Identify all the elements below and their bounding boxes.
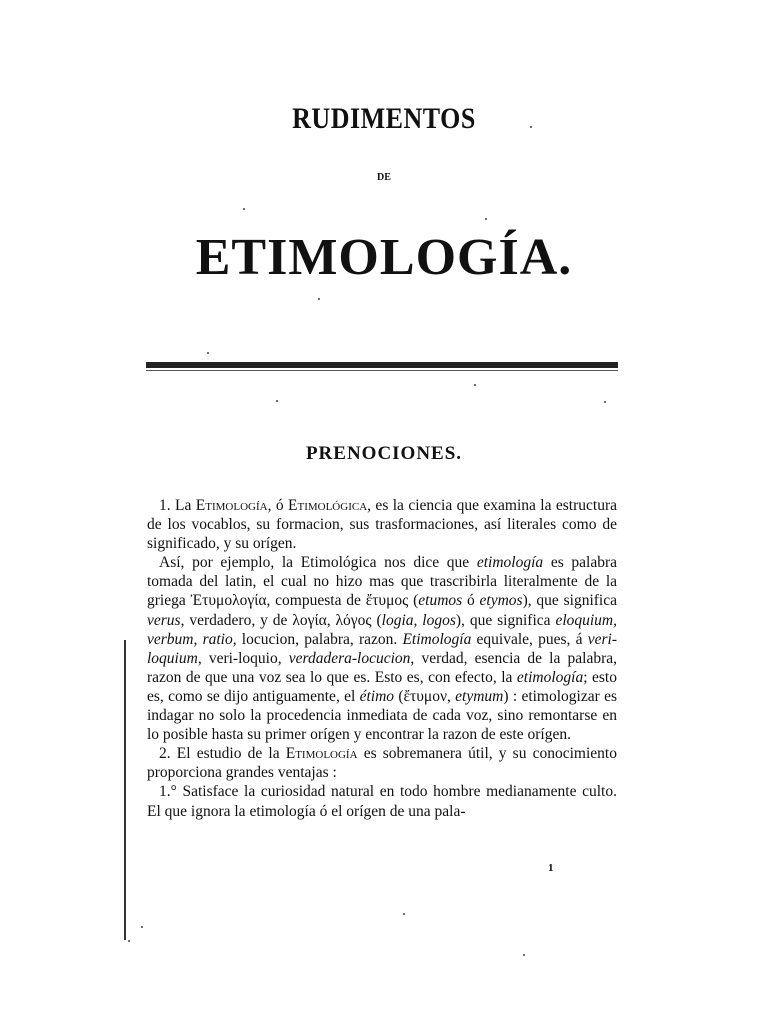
body-text (147, 496, 617, 821)
text-run: , ó (267, 497, 289, 514)
print-speck (276, 400, 278, 402)
print-speck (128, 940, 130, 942)
italic-term: etumos (418, 592, 463, 610)
italic-term: etymos (479, 592, 523, 610)
paragraph-2 (147, 553, 617, 744)
print-speck (474, 384, 476, 386)
text-run: ), que significa (522, 592, 617, 610)
small-caps-term: Etimología (195, 497, 268, 514)
text-run: 2. El estudio de la (159, 745, 286, 763)
print-speck (318, 298, 320, 300)
text-run: equivale, pues, á (471, 630, 588, 648)
text-run: locucion, palabra, razon. (236, 630, 403, 648)
decorative-rule (146, 362, 618, 368)
italic-term: verdadera-locucion (288, 649, 411, 667)
print-speck (485, 218, 487, 220)
signature-mark: 1 (548, 862, 554, 874)
italic-term: Etimología (402, 630, 472, 648)
paragraph-1 (147, 496, 617, 553)
paragraph-3 (147, 744, 617, 782)
text-run: Así, por ejemplo, la Etimológica nos dice que (159, 554, 477, 572)
print-speck (403, 913, 405, 915)
small-caps-term: Etimológica (288, 497, 368, 514)
italic-term: etymum (455, 687, 504, 705)
text-run: ; esto es, como se dijo antiguamente, el (147, 668, 617, 705)
text-run: , verdadero, y de λογία, λόγος ( (180, 611, 382, 629)
italic-term: etimología (476, 554, 544, 572)
binding-edge-line (124, 640, 126, 940)
text-run: es palabra tomada del latin, el cual no hizo mas que trascribirla literalmente de la griega Ἐτυμολογία, compuesta de ἔτυμος ( (147, 554, 617, 610)
print-speck (207, 352, 209, 354)
print-speck (604, 401, 606, 403)
text-run: , veri-loquio, (197, 649, 289, 667)
small-caps-term: Etimología (285, 745, 358, 763)
italic-term: eloquium, verbum, ratio, (147, 611, 617, 648)
decorative-rule-thin (146, 370, 618, 371)
text-run: es sobremanera útil, y su conocimiento proporciona grandes ventajas : (147, 745, 617, 782)
title-etimologia: ETIMOLOGÍA. (195, 229, 573, 286)
italic-term: verus (147, 611, 181, 629)
text-run: ó (462, 592, 480, 610)
print-speck (243, 208, 245, 210)
text-run: ), que significa (455, 611, 556, 629)
paragraph-4: 1.° Satisface la curiosidad natural en todo hombre medianamente culto. El que ignora la etimología ó el orígen de una pala- (147, 783, 617, 820)
print-speck (141, 926, 143, 928)
print-speck (523, 954, 525, 956)
italic-term: veri-loquium (147, 630, 617, 667)
text-run: ) : etimologizar es indagar no solo la procedencia inmediata de cada voz, sino remontarse en lo posible hasta su primer orígen y encontrar la razon de este orígen. (147, 687, 617, 744)
italic-term: étimo (359, 687, 395, 705)
text-run: , verdad, esencia de la palabra, razon de que una voz sea lo que es. Esto es, con efecto, la (147, 649, 618, 686)
text-run: 1. La (159, 497, 196, 514)
italic-term: logia, logos (381, 611, 456, 629)
text-run: (ἔτυμον, (394, 687, 456, 705)
section-title: PRENOCIONES. (305, 443, 463, 464)
title-de: DE (377, 172, 391, 183)
text-run: , es la ciencia que examina la estructura de los vocablos, su formacion, sus trasformaciones, así literales como de significado, y su orígen. (147, 497, 617, 553)
print-speck (530, 126, 532, 128)
title-rudimentos: RUDIMENTOS (292, 101, 476, 136)
italic-term: etimología (516, 668, 584, 686)
